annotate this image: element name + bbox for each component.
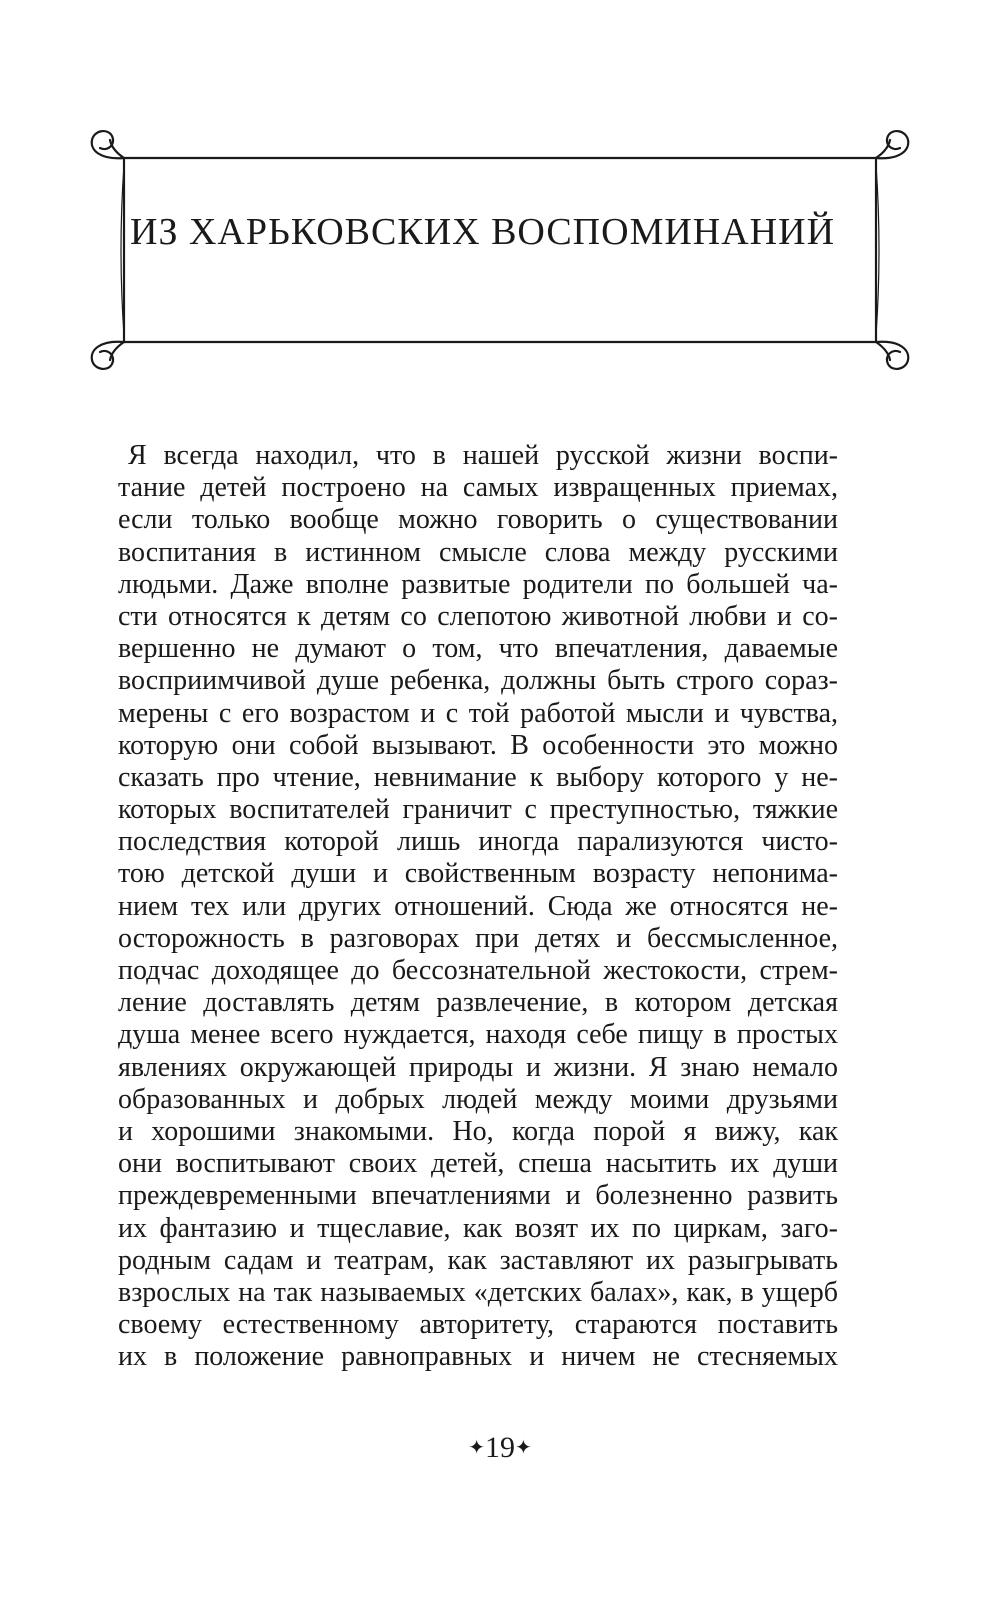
text-line: они воспитывают своих детей, спеша насытить их души — [118, 1148, 838, 1180]
text-line: мерены с его возрастом и с той работой мысли и чувства, — [118, 697, 838, 729]
text-line: воспитания в истинном смысле слова между русскими — [118, 536, 838, 568]
text-line: восприимчивой душе ребенка, должны быть строго сораз- — [118, 665, 838, 697]
text-line: Я всегда находил, что в нашей русской жизни воспи- — [128, 440, 838, 471]
text-line: тою детской души и свойственным возрасту непонима- — [118, 858, 838, 890]
text-line: последствия которой лишь иногда парализуются чисто- — [118, 826, 838, 858]
text-line: которых воспитателей граничит с преступностью, тяжкие — [118, 794, 838, 826]
body-text — [118, 440, 838, 1373]
text-line: преждевременными впечатлениями и болезненно развить — [118, 1180, 838, 1212]
text-line: их фантазию и тщеславие, как возят их по циркам, заго- — [118, 1212, 838, 1244]
text-line: и хорошими знакомыми. Но, когда порой я вижу, как — [118, 1115, 838, 1147]
text-line: своему естественному авторитету, стараются поставить — [118, 1309, 838, 1341]
chapter-title: ИЗ ХАРЬКОВСКИХ ВОСПОМИНАНИЙ — [130, 211, 836, 253]
text-line: людьми. Даже вполне развитые родители по большей ча- — [118, 568, 838, 600]
text-line: нием тех или других отношений. Сюда же относятся не- — [118, 890, 838, 922]
title-frame-ornament — [0, 0, 1000, 400]
text-line: осторожность в разговорах при детях и бессмысленное, — [118, 922, 838, 954]
text-line: тание детей построено на самых извращенных приемах, — [118, 472, 838, 504]
text-line: сказать про чтение, невнимание к выбору которого у не- — [118, 761, 838, 793]
text-line: явлениях окружающей природы и жизни. Я знаю немало — [118, 1051, 838, 1083]
page-number-footer — [0, 1430, 1000, 1468]
text-line: душа менее всего нуждается, находя себе пищу в простых — [118, 1019, 838, 1051]
text-line: если только вообще можно говорить о существовании — [118, 504, 838, 536]
text-line: взрослых на так называемых «детских балах», как, в ущерб — [118, 1276, 838, 1308]
text-line: их в положение равноправных и ничем не стесняемых — [118, 1341, 838, 1373]
text-line: родным садам и театрам, как заставляют их разыгрывать — [118, 1244, 838, 1276]
text-line: которую они собой вызывают. В особенности это можно — [118, 729, 838, 761]
text-line: подчас доходящее до бессознательной жестокости, стрем- — [118, 955, 838, 986]
star-ornament-icon: ✦ — [515, 1437, 532, 1460]
star-ornament-icon: ✦ — [468, 1437, 485, 1460]
text-line: ление доставлять детям развлечение, в котором детская — [118, 987, 838, 1019]
text-line: сти относятся к детям со слепотою животной любви и со- — [118, 600, 838, 632]
text-line: образованных и добрых людей между моими друзьями — [118, 1083, 838, 1115]
page-number: 19 — [485, 1431, 515, 1464]
text-line: вершенно не думают о том, что впечатления, даваемые — [118, 633, 838, 665]
